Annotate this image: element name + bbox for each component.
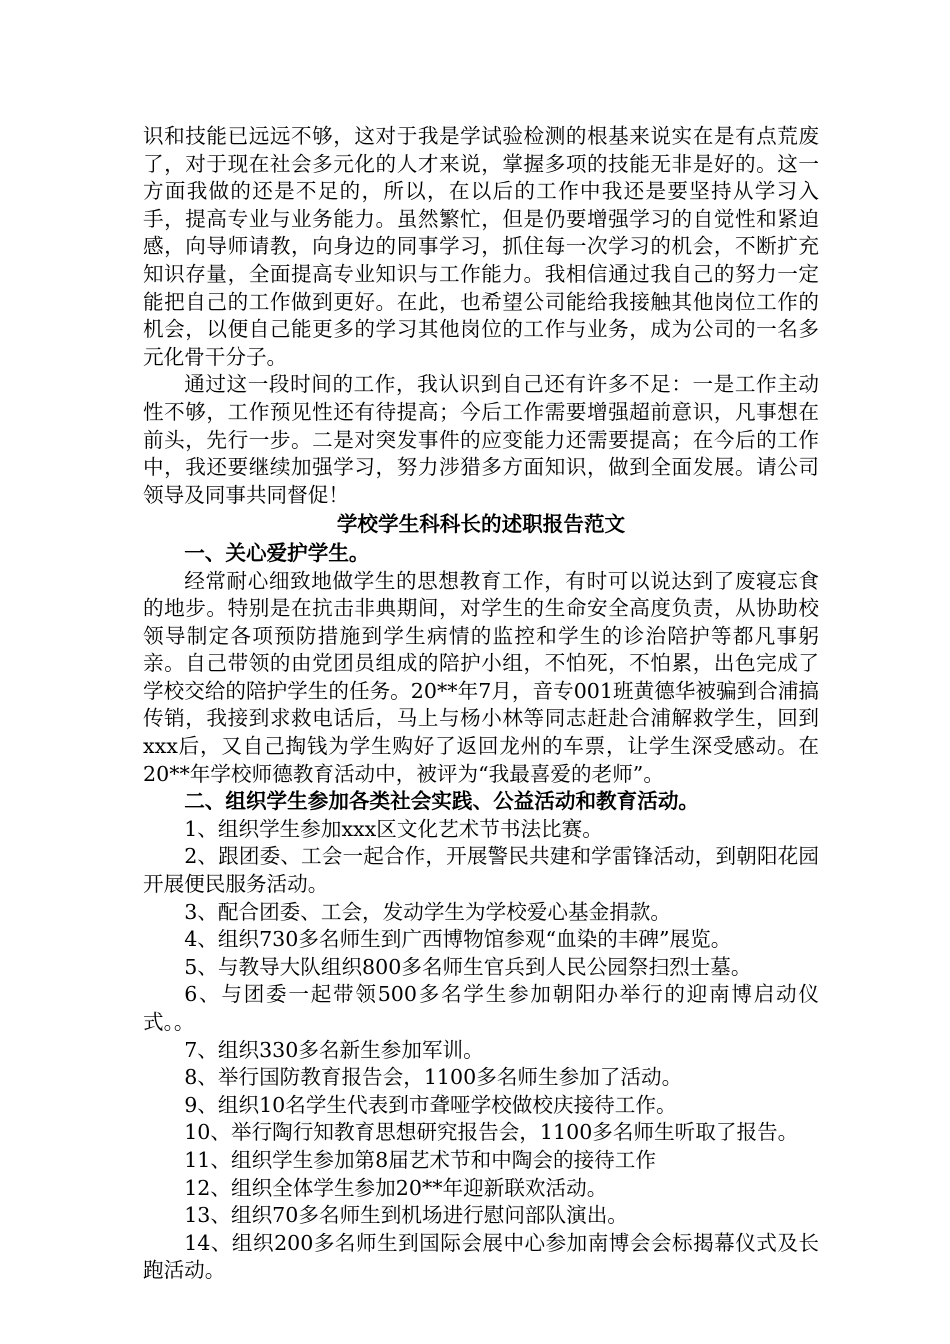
- list-item: 9、组织10名学生代表到市聋哑学校做校庆接待工作。: [184, 1092, 677, 1117]
- document-title: 学校学生科科长的述职报告范文: [336, 512, 626, 537]
- list-item: 10、举行陶行知教育思想研究报告会，1100多名师生听取了报告。: [184, 1120, 799, 1145]
- section-2-heading: 二、组织学生参加各类社会实践、公益活动和教育活动。: [184, 789, 700, 814]
- list-item: 6、与团委一起带领500多名学生参加朝阳办举行的迎南博启动仪式。。: [143, 982, 819, 1034]
- list-item: 13、组织70多名师生到机场进行慰问部队演出。: [184, 1203, 628, 1228]
- intro-paragraph-2: 通过这一段时间的工作，我认识到自己还有许多不足：一是工作主动性不够，工作预见性还有待提高；今后工作需要增强超前意识，凡事想在前头，先行一步。二是对突发事件的应变能力还需要提高；在今后的工作中，我还要继续加强学习，努力涉猎多方面知识，做到全面发展。请公司领导及同事共同督促！: [143, 372, 819, 507]
- list-item: 7、组织330多名新生参加军训。: [184, 1037, 484, 1062]
- list-item: 3、配合团委、工会，发动学生为学校爱心基金捐款。: [184, 899, 671, 924]
- list-item: 11、组织学生参加第8届艺术节和中陶会的接待工作: [184, 1147, 656, 1172]
- list-item: 2、跟团委、工会一起合作，开展警民共建和学雷锋活动，到朝阳花园开展便民服务活动。: [143, 844, 819, 897]
- list-item: 5、与教导大队组织800多名师生官兵到人民公园祭扫烈士墓。: [184, 954, 752, 979]
- list-item: 8、举行国防教育报告会，1100多名师生参加了活动。: [184, 1065, 683, 1090]
- list-item: 12、组织全体学生参加20**年迎新联欢活动。: [184, 1175, 608, 1200]
- intro-paragraph-1: 识和技能已远远不够，这对于我是学试验检测的根基来说实在是有点荒废了，对于现在社会多元化的人才来说，掌握多项的技能无非是好的。这一方面我做的还是不足的，所以，在以后的工作中我还是要坚持从学习入手，提高专业与业务能力。虽然繁忙，但是仍要增强学习的自觉性和紧迫感，向导师请教，向身边的同事学习，抓住每一次学习的机会，不断扩充知识存量，全面提高专业知识与工作能力。我相信通过我自己的努力一定能把自己的工作做到更好。在此，也希望公司能给我接触其他岗位工作的机会，以便自己能更多的学习其他岗位的工作与业务，成为公司的一名多元化骨干分子。: [143, 124, 819, 369]
- list-item: 4、组织730多名师生到广西博物馆参观“血染的丰碑”展览。: [184, 927, 732, 952]
- list-item: 1、组织学生参加xxx区文化艺术节书法比赛。: [184, 816, 603, 841]
- section-1-heading: 一、关心爱护学生。: [184, 540, 370, 565]
- document-page: [143, 123, 819, 1285]
- list-item: 14、组织200多名师生到国际会展中心参加南博会会标揭幕仪式及长跑活动。: [143, 1230, 819, 1283]
- section-1-body: 经常耐心细致地做学生的思想教育工作，有时可以说达到了废寝忘食的地步。特别是在抗击非典期间，对学生的生命安全高度负责，从协助校领导制定各项预防措施到学生病情的监控和学生的诊治陪护等都凡事躬亲。自己带领的由党团员组成的陪护小组，不怕死，不怕累，出色完成了学校交给的陪护学生的任务。20**年7月，音专001班黄德华被骗到合浦搞传销，我接到求救电话后，马上与杨小林等同志赶赴合浦解救学生，回到xxx后，又自己掏钱为学生购好了返回龙州的车票，让学生深受感动。在20**年学校师德教育活动中，被评为“我最喜爱的老师”。: [143, 568, 819, 786]
